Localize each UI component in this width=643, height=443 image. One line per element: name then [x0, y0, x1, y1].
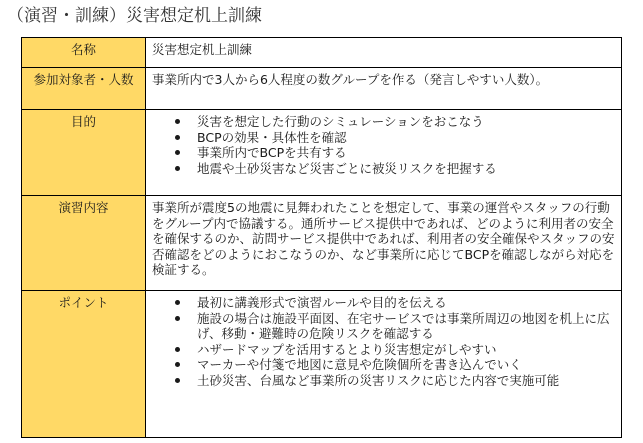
- page-heading: （演習・訓練）災害想定机上訓練: [7, 6, 262, 26]
- list-item: 最初に講義形式で演習ルールや目的を伝える: [197, 295, 615, 311]
- row-purpose: [22, 110, 622, 196]
- participants-value: 事業所内で3人から6人程度の数グループを作る（発言しやすい人数）。: [146, 68, 622, 110]
- list-item: ハザードマップを活用するとより災害想定がしやすい: [197, 342, 615, 358]
- points-label: ポイント: [22, 291, 146, 438]
- row-content: [22, 196, 622, 291]
- points-list: [152, 295, 615, 388]
- content-value: 事業所が震度5の地震に見舞われたことを想定して、事業の運営やスタッフの行動をグループ内で協議する。通所サービス提供中であれば、どのように利用者の安全を確保するのか、訪問サービス提供中であれば、利用者の安全確保やスタッフの安否確認をどのようにおこなうのか、など事業所に応じてBCPを確認しながら対応を検証する。: [146, 196, 622, 291]
- list-item: 施設の場合は施設平面図、在宅サービスでは事業所周辺の地図を机上に広げ、移動・避難時の危険リスクを確認する: [197, 311, 615, 342]
- row-name: [22, 38, 622, 68]
- content-label: 演習内容: [22, 196, 146, 291]
- row-participants: [22, 68, 622, 110]
- list-item: 地震や土砂災害など災害ごとに被災リスクを把握する: [197, 161, 615, 177]
- training-info-table: [21, 37, 622, 438]
- purpose-list: [152, 114, 615, 176]
- list-item: 事業所内でBCPを共有する: [197, 145, 615, 161]
- name-label: 名称: [22, 38, 146, 68]
- points-cell: [146, 291, 622, 438]
- purpose-cell: [146, 110, 622, 196]
- purpose-label: 目的: [22, 110, 146, 196]
- participants-label: 参加対象者・人数: [22, 68, 146, 110]
- row-points: [22, 291, 622, 438]
- list-item: 災害を想定した行動のシミュレーションをおこなう: [197, 114, 615, 130]
- list-item: 土砂災害、台風など事業所の災害リスクに応じた内容で実施可能: [197, 373, 615, 389]
- name-value: 災害想定机上訓練: [146, 38, 622, 68]
- list-item: BCPの効果・具体性を確認: [197, 130, 615, 146]
- list-item: マーカーや付箋で地図に意見や危険個所を書き込んでいく: [197, 357, 615, 373]
